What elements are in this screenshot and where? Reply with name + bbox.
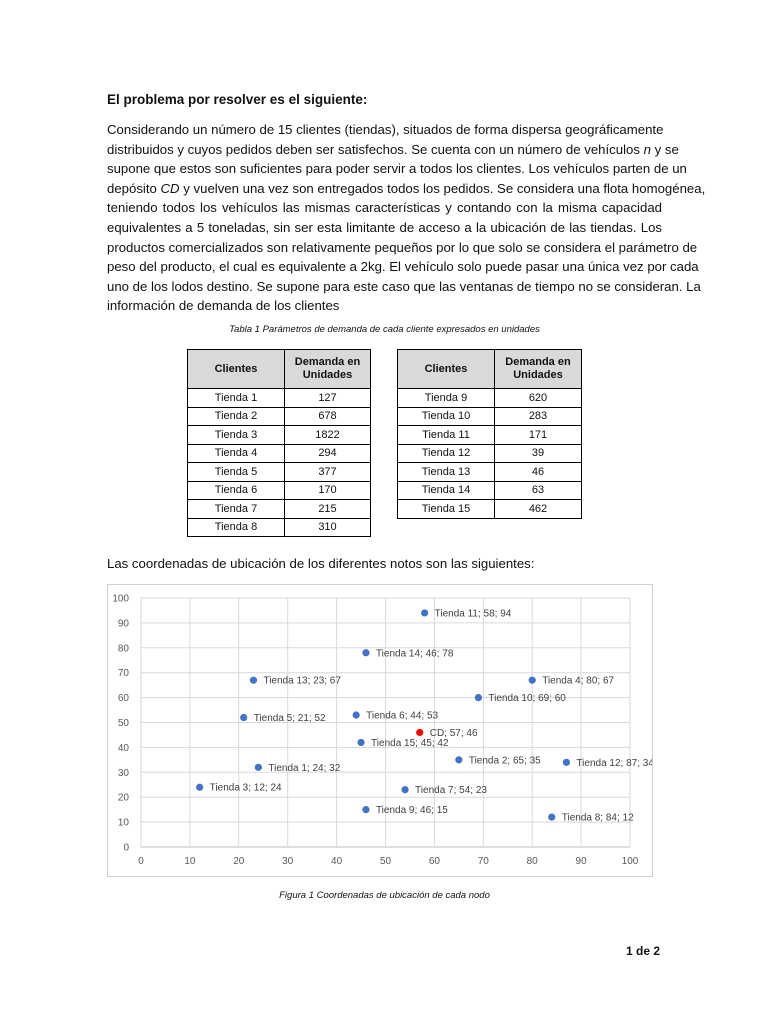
demand-cell: 46 <box>495 463 582 482</box>
data-label: Tienda 5; 21; 52 <box>253 713 326 725</box>
col-header-clients: Clientes <box>398 350 495 389</box>
data-label: Tienda 15; 45; 42 <box>371 737 449 749</box>
x-tick-label: 20 <box>233 856 245 867</box>
col-header-demand: Demanda en Unidades <box>285 350 371 389</box>
x-tick-label: 40 <box>331 856 343 867</box>
demand-cell: 283 <box>495 407 582 426</box>
data-point <box>196 784 203 791</box>
table-row <box>398 481 582 500</box>
col-header-demand: Demanda en Unidades <box>495 350 582 389</box>
paragraph-line: teniendo todos los vehículos las mismas características y contando con la misma capacidad <box>107 200 662 216</box>
client-cell: Tienda 4 <box>188 444 285 463</box>
paragraph-line: depósito CD y vuelven una vez son entregados todos los pedidos. Se considera una flota homogénea, <box>107 180 706 196</box>
table-row <box>398 426 582 445</box>
client-cell: Tienda 1 <box>188 389 285 408</box>
problem-paragraph <box>107 120 706 316</box>
y-tick-label: 100 <box>112 593 129 605</box>
y-tick-label: 90 <box>117 618 129 630</box>
client-cell: Tienda 2 <box>188 407 285 426</box>
y-tick-label: 40 <box>117 742 129 754</box>
table-row <box>188 389 371 408</box>
client-cell: Tienda 3 <box>188 426 285 445</box>
data-point <box>475 694 482 701</box>
demand-cell: 127 <box>285 389 371 408</box>
data-label: Tienda 13; 23; 67 <box>263 675 341 687</box>
demand-cell: 294 <box>285 444 371 463</box>
scatter-chart-frame <box>107 584 653 877</box>
paragraph-line: distribuidos y cuyos pedidos deben ser satisfechos. Se cuenta con un número de vehículos n y se <box>107 141 679 157</box>
table-row <box>398 500 582 519</box>
demand-cell: 377 <box>285 463 371 482</box>
x-tick-label: 100 <box>621 856 639 867</box>
demand-cell: 462 <box>495 500 582 519</box>
data-label: Tienda 1; 24; 32 <box>268 762 341 774</box>
client-cell: Tienda 14 <box>398 481 495 500</box>
data-point <box>421 609 428 616</box>
coords-intro: Las coordenadas de ubicación de los diferentes notos son las siguientes: <box>107 556 535 571</box>
data-point <box>563 759 570 766</box>
client-cell: Tienda 8 <box>188 518 285 537</box>
data-point <box>250 677 257 684</box>
table-row <box>188 426 371 445</box>
paragraph-line: peso del producto, el cual es equivalente a 2kg. El vehículo solo puede pasar una única vez por cada <box>107 259 699 275</box>
y-tick-label: 30 <box>117 767 129 779</box>
y-tick-label: 70 <box>117 668 129 680</box>
client-cell: Tienda 11 <box>398 426 495 445</box>
data-point <box>362 806 369 813</box>
data-label: Tienda 11; 58; 94 <box>434 608 512 620</box>
data-label: Tienda 8; 84; 12 <box>561 812 634 824</box>
x-tick-label: 70 <box>477 856 489 867</box>
problem-heading: El problema por resolver es el siguiente: <box>107 92 368 107</box>
table-row <box>188 500 371 519</box>
x-tick-label: 80 <box>526 856 538 867</box>
data-point <box>455 756 462 763</box>
client-cell: Tienda 7 <box>188 500 285 519</box>
figure-caption: Figura 1 Coordenadas de ubicación de cada nodo <box>279 890 490 901</box>
table-row <box>188 463 371 482</box>
data-point <box>401 786 408 793</box>
paragraph-line: uno de los lodos destino. Se supone para este caso que las ventanas de tiempo no se consideran. La <box>107 278 701 294</box>
x-tick-label: 90 <box>575 856 587 867</box>
x-tick-label: 0 <box>138 856 144 867</box>
data-point <box>240 714 247 721</box>
data-label: Tienda 12; 87; 34 <box>576 757 652 769</box>
data-label: Tienda 4; 80; 67 <box>542 675 615 687</box>
client-cell: Tienda 5 <box>188 463 285 482</box>
paragraph-line: productos comercializados son relativamente pequeños por lo que solo se considera el parámetro de <box>107 239 698 255</box>
client-cell: Tienda 13 <box>398 463 495 482</box>
y-tick-label: 60 <box>117 693 129 705</box>
x-tick-label: 50 <box>379 856 392 867</box>
demand-cell: 171 <box>495 426 582 445</box>
client-cell: Tienda 12 <box>398 444 495 463</box>
data-label: Tienda 2; 65; 35 <box>468 755 541 767</box>
data-label: CD; 57; 46 <box>429 727 478 739</box>
data-label: Tienda 7; 54; 23 <box>415 785 487 797</box>
demand-cell: 678 <box>285 407 371 426</box>
page-number: 1 de 2 <box>626 944 661 958</box>
table-row <box>398 444 582 463</box>
table-row <box>188 407 371 426</box>
client-cell: Tienda 15 <box>398 500 495 519</box>
y-tick-label: 50 <box>117 718 129 729</box>
data-label: Tienda 10; 69; 60 <box>488 693 566 705</box>
y-tick-label: 10 <box>117 817 129 829</box>
client-cell: Tienda 10 <box>398 407 495 426</box>
table-row <box>188 444 371 463</box>
demand-cell: 215 <box>285 500 371 519</box>
x-tick-label: 10 <box>184 856 196 867</box>
data-label: Tienda 3; 12; 24 <box>209 782 282 794</box>
demand-table-left <box>187 349 371 537</box>
demand-cell: 1822 <box>285 426 371 445</box>
y-tick-label: 0 <box>123 842 129 854</box>
data-point <box>362 649 369 656</box>
data-label: Tienda 6; 44; 53 <box>366 710 439 722</box>
paragraph-line: equivalentes a 5 toneladas, sin ser esta limitante de acceso a la ubicación de las tiendas. Los <box>107 219 662 235</box>
demand-cell: 620 <box>495 389 582 408</box>
table-row <box>398 463 582 482</box>
data-label: Tienda 14; 46; 78 <box>375 648 454 660</box>
data-point <box>353 711 360 718</box>
data-label: Tienda 9; 46; 15 <box>375 805 448 817</box>
paragraph-line: Considerando un número de 15 clientes (tiendas), situados de forma dispersa geográficamente <box>107 122 664 137</box>
col-header-clients: Clientes <box>188 350 285 389</box>
data-point <box>548 814 555 821</box>
data-point <box>357 739 364 746</box>
demand-cell: 63 <box>495 481 582 500</box>
table-row <box>188 518 371 537</box>
table-caption: Tabla 1 Parámetros de demanda de cada cliente expresados en unidades <box>229 324 540 335</box>
y-tick-label: 20 <box>117 792 129 804</box>
demand-cell: 310 <box>285 518 371 537</box>
data-point <box>255 764 262 771</box>
demand-table-right <box>397 349 582 519</box>
x-tick-label: 60 <box>428 856 440 867</box>
scatter-chart <box>108 585 652 876</box>
table-row <box>188 481 371 500</box>
paragraph-line: supone que estos son suficientes para poder servir a todos los clientes. Los vehículos parten de un <box>107 161 687 177</box>
data-point <box>529 677 536 684</box>
table-row <box>398 407 582 426</box>
table-row <box>398 389 582 408</box>
y-tick-label: 80 <box>117 643 129 655</box>
client-cell: Tienda 9 <box>398 389 495 408</box>
x-tick-label: 30 <box>282 856 294 867</box>
paragraph-line: información de demanda de los clientes <box>107 298 340 314</box>
client-cell: Tienda 6 <box>188 481 285 500</box>
demand-cell: 170 <box>285 481 371 500</box>
demand-cell: 39 <box>495 444 582 463</box>
data-point <box>416 729 423 736</box>
